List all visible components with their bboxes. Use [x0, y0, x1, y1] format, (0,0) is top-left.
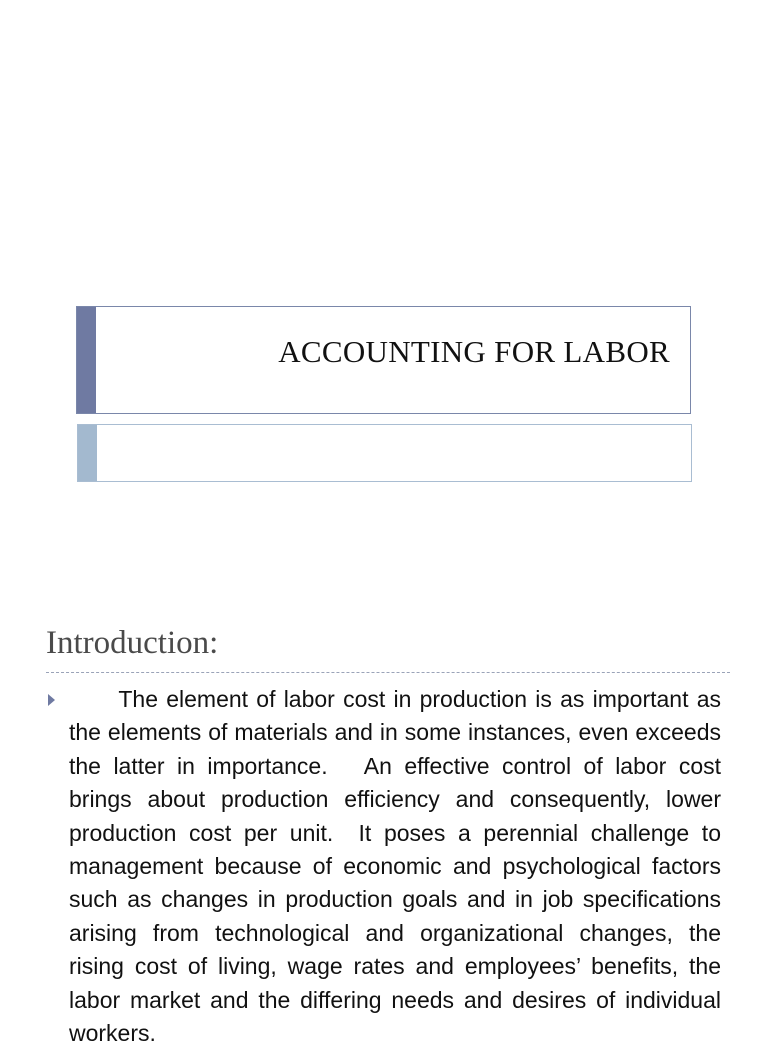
title-box — [76, 306, 691, 414]
intro-paragraph: The element of labor cost in production is as important as the elements of materials and in some instances, even exceeds the latter in importance. An effective control of labor cost brings about production efficiency and consequently, lower production cost per unit. It poses a perennial challenge to management because of economic and psychological factors such as changes in production goals and in job specifications arising from technological and organizational changes, the rising cost of living, wage rates and employees’ benefits, the labor market and the differing needs and desires of individual workers. — [69, 686, 728, 1047]
slide-title: ACCOUNTING FOR LABOR — [278, 334, 670, 369]
subtitle-accent-bar — [78, 425, 97, 481]
section-heading: Introduction: — [46, 625, 219, 661]
triangle-bullet-icon — [48, 694, 55, 706]
subtitle-box — [77, 424, 692, 482]
heading-divider — [46, 672, 730, 673]
title-accent-bar — [77, 307, 96, 413]
